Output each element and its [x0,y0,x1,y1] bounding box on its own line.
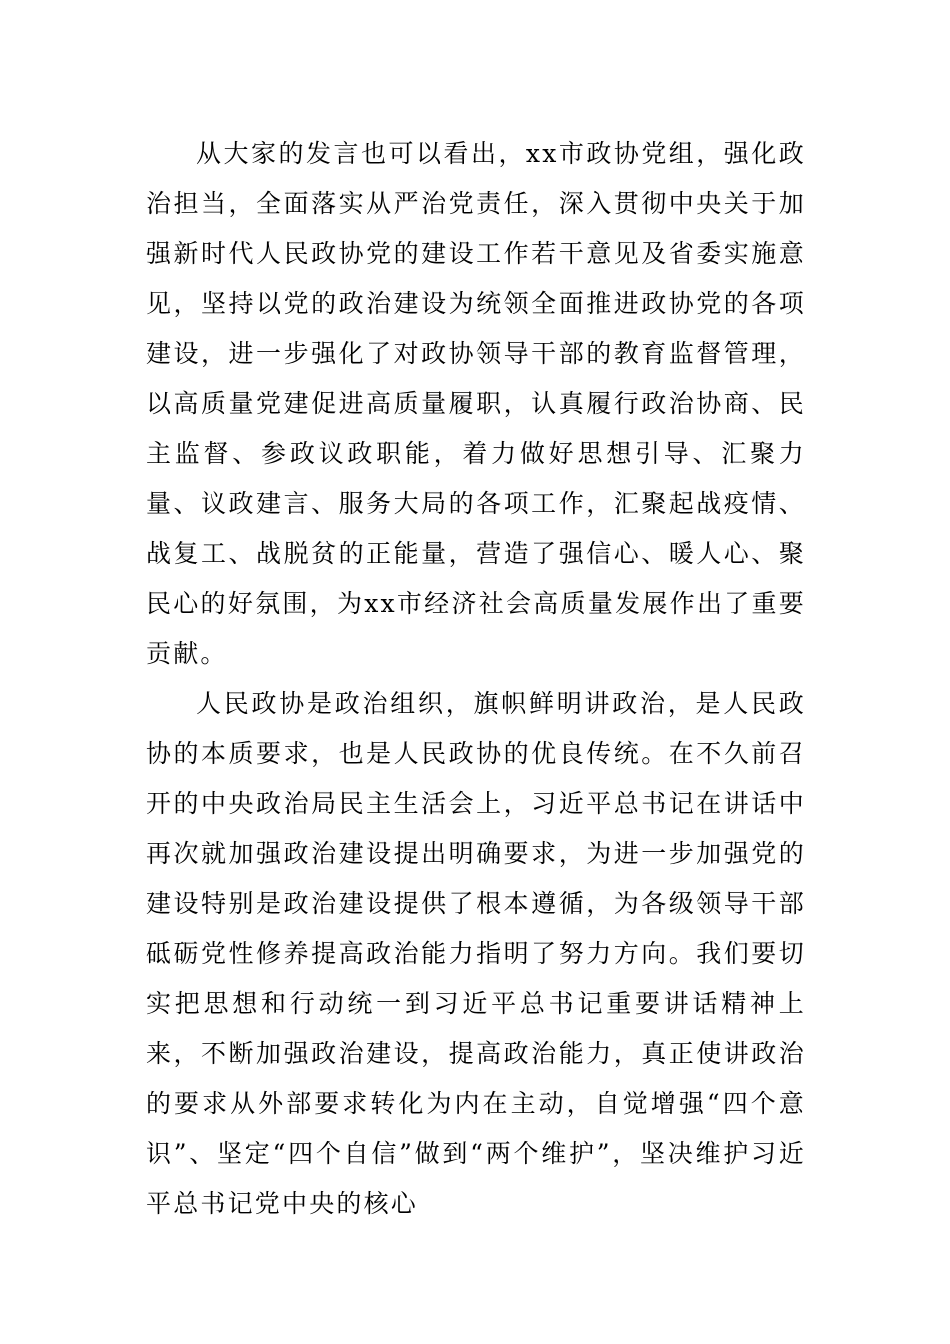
paragraph-1: 从大家的发言也可以看出，xx市政协党组，强化政治担当，全面落实从严治党责任，深入贯彻中央关于加强新时代人民政协党的建设工作若干意见及省委实施意见，坚持以党的政治建设为统领全面推进政协党的各项建设，进一步强化了对政协领导干部的教育监督管理，以高质量党建促进高质量履职，认真履行政治协商、民主监督、参政议政职能，着力做好思想引导、汇聚力量、议政建言、服务大局的各项工作，汇聚起战疫情、战复工、战脱贫的正能量，营造了强信心、暖人心、聚民心的好氛围，为xx市经济社会高质量发展作出了重要贡献。 [146,139,806,668]
document-body [146,129,806,1229]
paragraph-2: 人民政协是政治组织，旗帜鲜明讲政治，是人民政协的本质要求，也是人民政协的优良传统。在不久前召开的中央政治局民主生活会上，习近平总书记在讲话中再次就加强政治建设提出明确要求，为进一步加强党的建设特别是政治建设提供了根本遵循，为各级领导干部砥砺党性修养提高政治能力指明了努力方向。我们要切实把思想和行动统一到习近平总书记重要讲话精神上来，不断加强政治建设，提高政治能力，真正使讲政治的要求从外部要求转化为内在主动，自觉增强“四个意识”、坚定“四个自信”做到“两个维护”，坚决维护习近平总书记党中央的核心 [146,689,806,1218]
